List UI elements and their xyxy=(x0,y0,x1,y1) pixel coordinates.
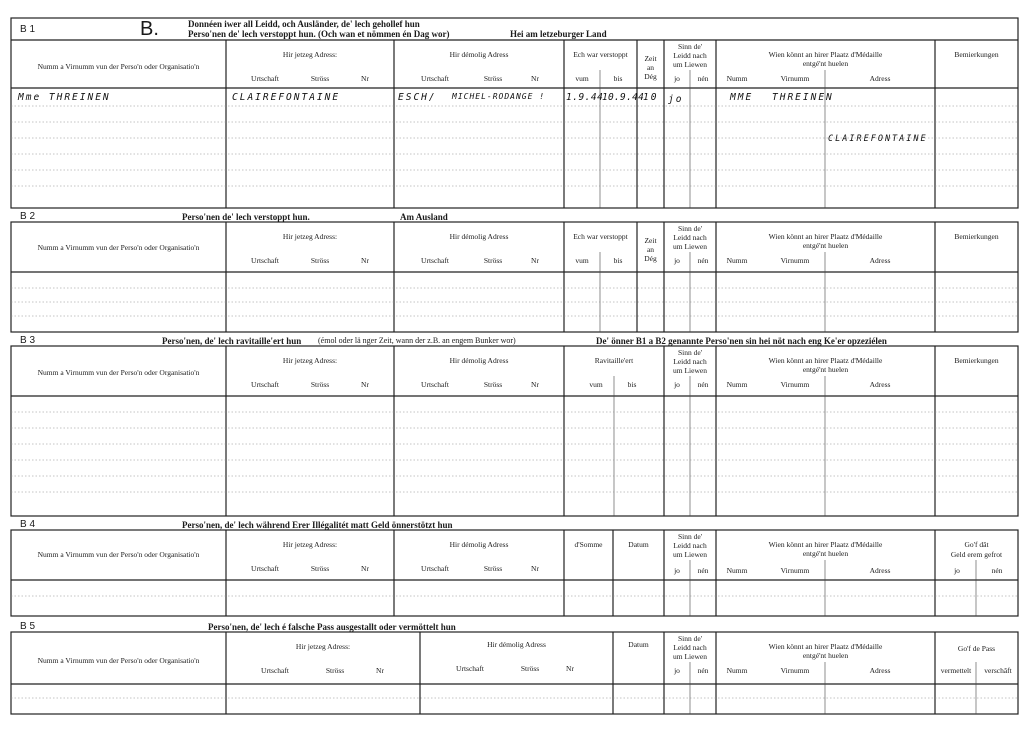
sum-label: d'Somme xyxy=(574,540,603,549)
section-b3-title-right: De' önner B1 a B2 genannte Perso'nen sin hei nöt nach eng Ke'er opzeziélen xyxy=(596,336,887,346)
yes-label: jo xyxy=(674,74,680,83)
medal-address-label: Adress xyxy=(869,566,891,575)
medal-name-label: Numm xyxy=(726,666,748,675)
section-b3-title: Perso'nen, de' lech ravitaille'ert hun xyxy=(162,336,302,346)
medal-label-2: entgé'nt huelen xyxy=(802,241,849,250)
yes-label: jo xyxy=(954,566,960,575)
medal-firstname-label: Virnumm xyxy=(780,566,810,575)
from-label: vum xyxy=(575,256,589,265)
number-label: Nr xyxy=(376,666,384,675)
current-address-label: Hir jetzeg Adress: xyxy=(295,642,351,651)
section-letter: B. xyxy=(140,18,159,40)
section-b5-title: Perso'nen, de' lech é falsche Pass ausgestallt oder vermöttelt hun xyxy=(208,622,456,632)
name-column-label: Numm a Virnumm vun der Perso'n oder Organisatio'n xyxy=(37,368,200,377)
yes-label: jo xyxy=(674,256,680,265)
to-label: bis xyxy=(613,256,623,265)
an-label: an xyxy=(646,245,655,254)
section-b4-title: Perso'nen, de' lech während Erer Illégalitét matt Geld önnerstötzt hun xyxy=(182,520,453,530)
days-label: Dég xyxy=(644,254,657,263)
alive-label-2: Leidd nach xyxy=(673,51,707,60)
pass-label: Go'f de Pass xyxy=(957,644,996,653)
street-label: Ströss xyxy=(483,564,503,573)
current-address-label: Hir jetzeg Adress: xyxy=(282,232,338,241)
name-column-label: Numm a Virnumm vun der Perso'n oder Organisatio'n xyxy=(37,550,200,559)
entry-days: 10 xyxy=(643,92,659,103)
medal-name-label: Numm xyxy=(726,380,748,389)
medal-firstname-label: Virnumm xyxy=(780,74,810,83)
former-address-label: Hir démolig Adress xyxy=(449,540,509,549)
street-label: Ströss xyxy=(483,74,503,83)
alive-label-3: um Liewen xyxy=(673,60,707,69)
alive-label-2: Leidd nach xyxy=(673,357,707,366)
alive-label-2: Leidd nach xyxy=(673,541,707,550)
entry-medal-firstname: THREINEN xyxy=(772,92,834,103)
street-label: Ströss xyxy=(325,666,345,675)
medal-name-label: Numm xyxy=(726,256,748,265)
entry-to: 10.9.44 xyxy=(602,92,645,103)
time-label: Zeit xyxy=(644,54,657,63)
medal-address-label: Adress xyxy=(869,666,891,675)
from-label: vum xyxy=(589,380,603,389)
former-address-label: Hir démolig Adress xyxy=(449,356,509,365)
street-label: Ströss xyxy=(483,380,503,389)
place-label: Urtschaft xyxy=(421,74,449,83)
place-label: Urtschaft xyxy=(421,380,449,389)
place-label: Urtschaft xyxy=(421,564,449,573)
entry-from: 1.9.44 xyxy=(566,92,604,103)
entry-former-place: ESCH/ xyxy=(398,92,437,103)
medal-label-2: entgé'nt huelen xyxy=(802,651,849,660)
date-label: Datum xyxy=(628,540,649,549)
time-label: Zeit xyxy=(644,236,657,245)
entry-name: Mme THREINEN xyxy=(18,92,111,103)
pass-made-label: verschâft xyxy=(984,666,1012,675)
medal-name-label: Numm xyxy=(726,566,748,575)
medal-name-label: Numm xyxy=(726,74,748,83)
place-label: Urtschaft xyxy=(251,564,279,573)
alive-label-1: Sinn de' xyxy=(677,348,703,357)
section-b5-id: B 5 xyxy=(20,621,36,632)
section-b2-title: Perso'nen de' lech verstoppt hun. xyxy=(182,212,310,222)
section-b2-title-right: Am Ausland xyxy=(400,212,448,222)
alive-label-3: um Liewen xyxy=(673,366,707,375)
number-label: Nr xyxy=(531,74,539,83)
alive-label-1: Sinn de' xyxy=(677,634,703,643)
hidden-label: Ech war verstoppt xyxy=(573,232,628,241)
former-address-label: Hir démolig Adress xyxy=(487,640,546,649)
header-line2-right: Hei am letzeburger Land xyxy=(510,29,607,39)
section-b2-id: B 2 xyxy=(20,211,36,222)
place-label: Urtschaft xyxy=(251,74,279,83)
alive-label-3: um Liewen xyxy=(673,550,707,559)
section-b3-id: B 3 xyxy=(20,335,36,346)
name-column-label: Numm a Virnumm vun der Perso'n oder Organisatio'n xyxy=(37,62,200,71)
street-label: Ströss xyxy=(483,256,503,265)
street-label: Ströss xyxy=(310,380,330,389)
medal-label-2: entgé'nt huelen xyxy=(802,365,849,374)
no-label: nén xyxy=(697,666,709,675)
no-label: nén xyxy=(697,256,709,265)
header-line1: Donnéen iwer all Leidd, och Ausländer, de' lech gehollef hun xyxy=(188,19,420,29)
medal-label-1: Wien könnt an hirer Plaatz d'Médaille xyxy=(768,540,883,549)
number-label: Nr xyxy=(531,380,539,389)
alive-label-3: um Liewen xyxy=(673,242,707,251)
no-label: nén xyxy=(697,74,709,83)
number-label: Nr xyxy=(531,256,539,265)
medal-label-2: entgé'nt huelen xyxy=(802,59,849,68)
place-label: Urtschaft xyxy=(421,256,449,265)
medal-label-1: Wien könnt an hirer Plaatz d'Médaille xyxy=(768,232,883,241)
street-label: Ströss xyxy=(520,664,540,673)
medal-firstname-label: Virnumm xyxy=(780,380,810,389)
pass-passed-label: vermettelt xyxy=(940,666,972,675)
number-label: Nr xyxy=(361,380,369,389)
no-label: nén xyxy=(991,566,1003,575)
yes-label: jo xyxy=(674,380,680,389)
medal-address-label: Adress xyxy=(869,380,891,389)
no-label: nén xyxy=(697,566,709,575)
to-label: bis xyxy=(613,74,623,83)
number-label: Nr xyxy=(566,664,574,673)
medal-firstname-label: Virnumm xyxy=(780,666,810,675)
street-label: Ströss xyxy=(310,256,330,265)
days-label: Dég xyxy=(644,72,657,81)
number-label: Nr xyxy=(531,564,539,573)
alive-label-1: Sinn de' xyxy=(677,224,703,233)
place-label: Urtschaft xyxy=(261,666,289,675)
current-address-label: Hir jetzeg Adress: xyxy=(282,540,338,549)
entry-former-street: MICHEL-RODANGE ! xyxy=(452,92,546,101)
medal-label-1: Wien könnt an hirer Plaatz d'Médaille xyxy=(768,50,883,59)
remarks-label: Bemierkungen xyxy=(954,232,999,241)
gave-money-label-1: Go'f dât xyxy=(964,540,989,549)
entry-medal-name: MME xyxy=(730,92,754,103)
place-label: Urtschaft xyxy=(456,664,484,673)
alive-label-1: Sinn de' xyxy=(677,42,703,51)
name-column-label: Numm a Virnumm vun der Perso'n oder Organisatio'n xyxy=(37,243,200,252)
section-b1-id: B 1 xyxy=(20,24,36,35)
date-label: Datum xyxy=(628,640,649,649)
entry-alive: jo xyxy=(668,94,684,105)
medal-label-2: entgé'nt huelen xyxy=(802,549,849,558)
entry-medal-address: CLAIREFONTAINE xyxy=(828,134,928,144)
section-b4-id: B 4 xyxy=(20,519,36,530)
header-line2: Perso'nen de' lech verstoppt hun. (Och wan et nömmen én Dag wor) xyxy=(188,29,450,39)
yes-label: jo xyxy=(674,566,680,575)
former-address-label: Hir démolig Adress xyxy=(449,50,509,59)
street-label: Ströss xyxy=(310,74,330,83)
number-label: Nr xyxy=(361,564,369,573)
street-label: Ströss xyxy=(310,564,330,573)
yes-label: jo xyxy=(674,666,680,675)
alive-label-1: Sinn de' xyxy=(677,532,703,541)
former-address-label: Hir démolig Adress xyxy=(449,232,509,241)
alive-label-2: Leidd nach xyxy=(673,233,707,242)
medal-label-1: Wien könnt an hirer Plaatz d'Médaille xyxy=(768,356,883,365)
current-address-label: Hir jetzeg Adress: xyxy=(282,356,338,365)
no-label: nén xyxy=(697,380,709,389)
hidden-label: Ech war verstoppt xyxy=(573,50,628,59)
entry-current-place: CLAIREFONTAINE xyxy=(232,92,341,103)
alive-label-3: um Liewen xyxy=(673,652,707,661)
place-label: Urtschaft xyxy=(251,380,279,389)
place-label: Urtschaft xyxy=(251,256,279,265)
number-label: Nr xyxy=(361,256,369,265)
medal-address-label: Adress xyxy=(869,256,891,265)
medal-firstname-label: Virnumm xyxy=(780,256,810,265)
remarks-label: Bemierkungen xyxy=(954,50,999,59)
medal-label-1: Wien könnt an hirer Plaatz d'Médaille xyxy=(768,642,883,651)
alive-label-2: Leidd nach xyxy=(673,643,707,652)
to-label: bis xyxy=(627,380,637,389)
ravitaillert-label: Ravitaille'ert xyxy=(594,356,634,365)
from-label: vum xyxy=(575,74,589,83)
an-label: an xyxy=(646,63,655,72)
section-b3-paren: (émol oder lä nger Zeit, wann der z.B. an engem Bunker wor) xyxy=(318,336,516,345)
gave-money-label-2: Geld erem gefrot xyxy=(950,550,1003,559)
number-label: Nr xyxy=(361,74,369,83)
medal-address-label: Adress xyxy=(869,74,891,83)
current-address-label: Hir jetzeg Adress: xyxy=(282,50,338,59)
name-column-label: Numm a Virnumm vun der Perso'n oder Organisatio'n xyxy=(37,656,200,665)
remarks-label: Bemierkungen xyxy=(954,356,999,365)
